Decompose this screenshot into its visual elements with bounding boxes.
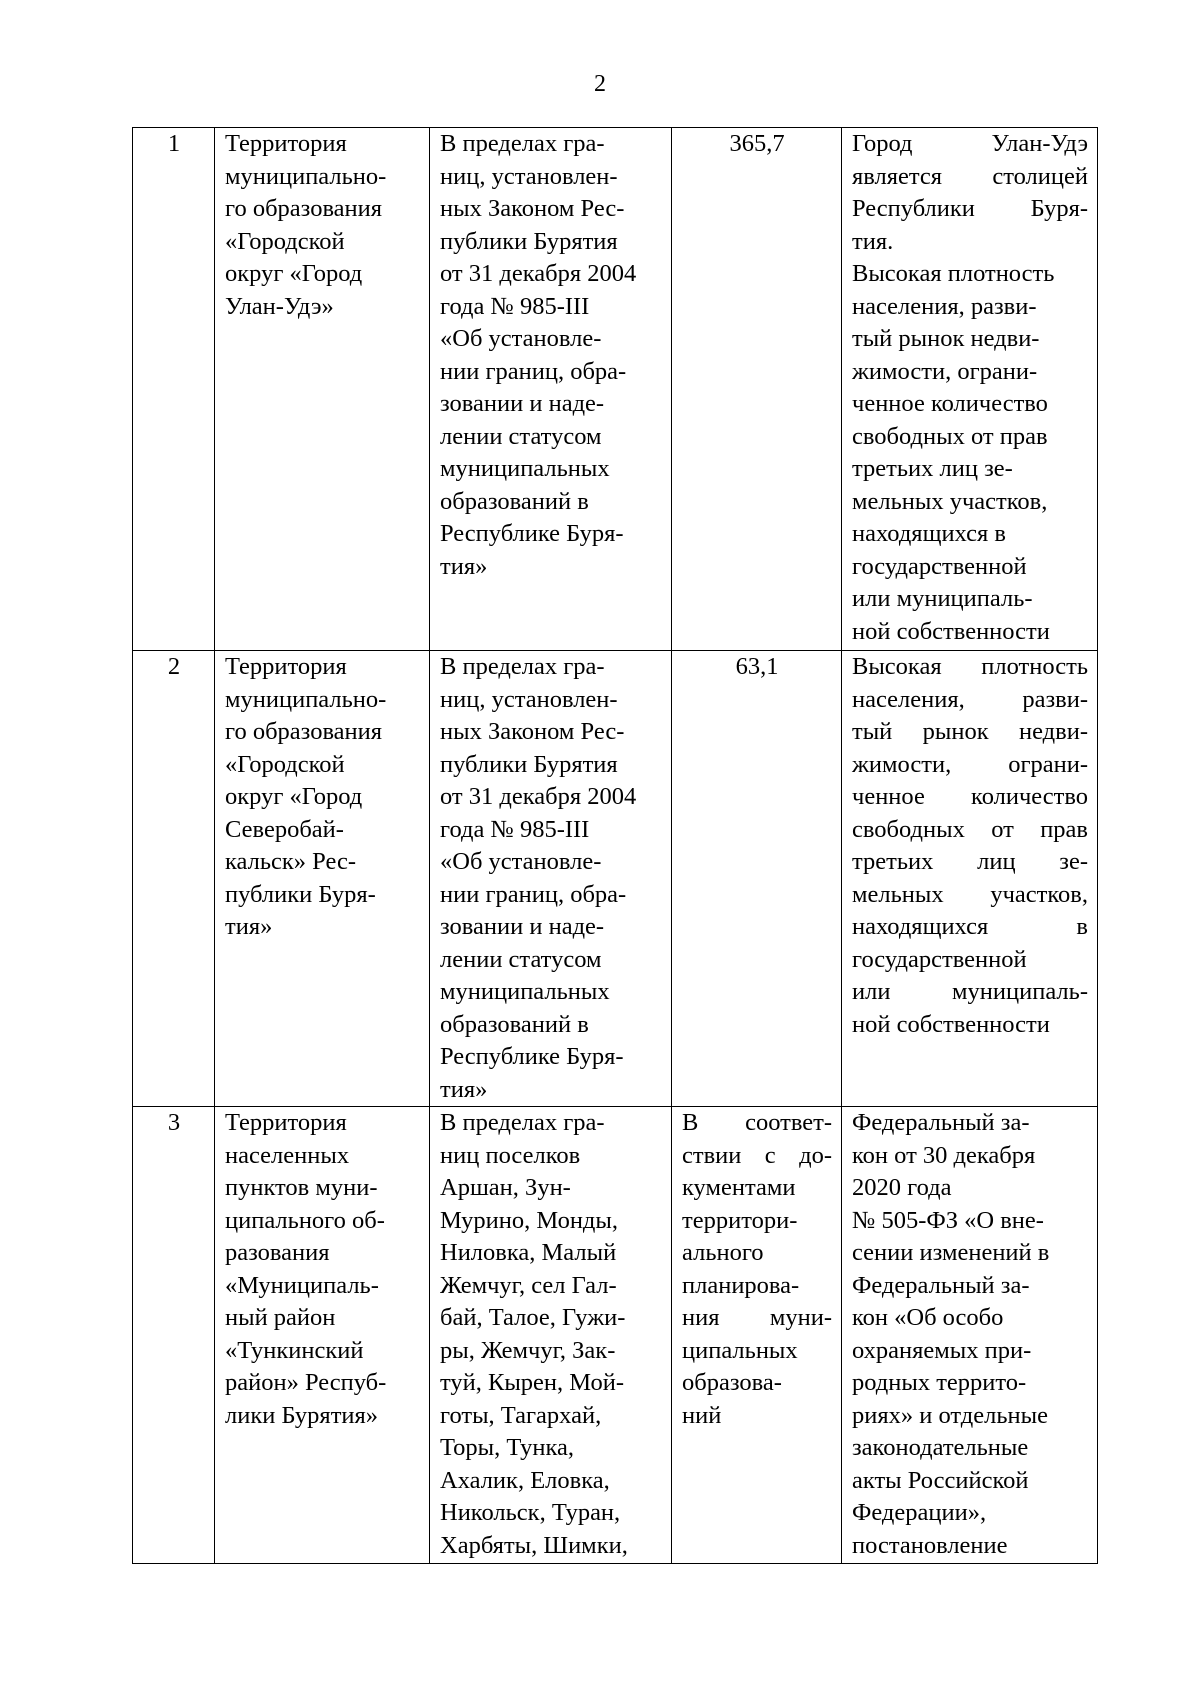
table-row [133, 651, 1098, 1107]
cell-text-line: нии границ, обра- [440, 880, 627, 908]
cell-text-line: населенных [225, 1141, 350, 1169]
cell-text-line: Ниловка, Малый [440, 1239, 617, 1266]
cell-text-line: кон «Об особо [852, 1304, 1004, 1331]
cell-text-line: Улан-Удэ» [225, 292, 334, 320]
cell-text-line: Ахалик, Еловка, [440, 1466, 610, 1494]
cell-text-line: риях» и отдельные [852, 1401, 1048, 1429]
cell-text-line: В пределах гра- [440, 1109, 605, 1136]
cell-text-line: лении статусом [440, 422, 602, 450]
cell-text-line: 2020 года [852, 1174, 952, 1201]
cell-text-line: Территория [225, 130, 347, 157]
cell-text-line: Республики Буря- [852, 195, 1088, 222]
cell-text-line: ниц, установлен- [440, 162, 618, 190]
cell-text-line: «Об установле- [440, 848, 602, 875]
cell-text-line: года № 985-III [440, 815, 590, 843]
cell-text-line: населения, разви- [852, 292, 1037, 320]
cell-text-line: нии границ, обра- [440, 357, 627, 385]
cell-text-line: кументами [682, 1174, 796, 1201]
justification-cell [842, 1107, 1098, 1564]
cell-text-line: 63,1 [735, 653, 779, 680]
cell-text-line: государственной [852, 945, 1027, 973]
cell-text-line: Территория [225, 653, 347, 680]
cell-text-line: мельных участков, [852, 487, 1048, 515]
cell-text-line: «Муниципаль- [225, 1271, 379, 1299]
cell-text-line: сении изменений в [852, 1239, 1050, 1266]
cell-text-line: жимости, ограни- [852, 750, 1088, 778]
cell-text-line: Территория [225, 1109, 347, 1136]
cell-text-line: акты Российской [852, 1466, 1029, 1494]
cell-text-line: постановление [852, 1531, 1008, 1559]
cell-text-line: ченное количество [852, 783, 1088, 810]
cell-text-line: свободных от прав [852, 422, 1048, 450]
cell-text-line: ниц, установлен- [440, 685, 618, 713]
cell-text-line: территори- [682, 1206, 798, 1234]
cell-text-line: ния муни- [682, 1304, 832, 1331]
area-cell [672, 1107, 842, 1564]
cell-text-line: планирова- [682, 1271, 800, 1299]
territory-cell [215, 651, 430, 1107]
cell-text-line: № 505-ФЗ «О вне- [852, 1206, 1044, 1234]
cell-text-line: ных Законом Рес- [440, 195, 625, 222]
cell-text-line: населения, разви- [852, 685, 1088, 713]
justification-cell [842, 128, 1098, 651]
justification-cell [842, 651, 1098, 1107]
cell-text-line: Аршан, Зун- [440, 1174, 571, 1201]
cell-text-line: готы, Тагархай, [440, 1401, 602, 1429]
cell-text-line: Высокая плотность [852, 260, 1055, 287]
cell-text-line: образова- [682, 1369, 782, 1396]
cell-text-line: ной собственности [852, 617, 1050, 645]
cell-text-line: ний [682, 1401, 722, 1429]
cell-text-line: мельных участков, [852, 880, 1088, 908]
cell-text-line: Никольск, Туран, [440, 1499, 621, 1526]
area-cell [672, 651, 842, 1107]
cell-text-line: Северобай- [225, 815, 344, 843]
cell-text-line: муниципальных [440, 455, 610, 482]
cell-text-line: бай, Талое, Гужи- [440, 1304, 626, 1331]
cell-text-line: лики Бурятия» [225, 1401, 379, 1429]
cell-text-line: Федеральный за- [852, 1109, 1030, 1136]
row-number: 2 [167, 653, 181, 680]
cell-text-line: Жемчуг, сел Гал- [440, 1271, 617, 1299]
cell-text-line: родных террито- [852, 1369, 1027, 1396]
cell-text-line: Высокая плотность [852, 653, 1088, 680]
cell-text-line: ры, Жемчуг, Зак- [440, 1336, 616, 1364]
cell-text-line: Город Улан-Удэ [852, 130, 1088, 157]
cell-text-line: Харбяты, Шимки, [440, 1531, 628, 1559]
row-number-cell [133, 651, 215, 1107]
cell-text-line: Республике Буря- [440, 520, 624, 547]
cell-text-line: ченное количество [852, 390, 1048, 417]
cell-text-line: туй, Кырен, Мой- [440, 1369, 624, 1396]
cell-text-line: округ «Город [225, 260, 363, 287]
cell-text-line: или муниципаль- [852, 978, 1088, 1005]
row-number: 3 [167, 1109, 181, 1136]
cell-text-line: или муниципаль- [852, 585, 1033, 612]
cell-text-line: ной собственности [852, 1010, 1050, 1038]
cell-text-line: пунктов муни- [225, 1174, 378, 1201]
cell-text-line: от 31 декабря 2004 [440, 783, 637, 810]
cell-text-line: «Об установле- [440, 325, 602, 352]
cell-text-line: ниц поселков [440, 1141, 581, 1169]
cell-text-line: Федеральный за- [852, 1271, 1030, 1299]
page-number: 2 [594, 71, 606, 97]
row-number-cell [133, 1107, 215, 1564]
cell-text-line: тия» [440, 1075, 488, 1103]
cell-text-line: разования [225, 1239, 330, 1266]
boundaries-cell [430, 651, 672, 1107]
cell-text-line: от 31 декабря 2004 [440, 260, 637, 287]
cell-text-line: ципального об- [225, 1206, 385, 1234]
cell-text-line: ных Законом Рес- [440, 718, 625, 745]
cell-text-line: жимости, ограни- [852, 357, 1038, 385]
row-number: 1 [167, 130, 181, 157]
cell-text-line: находящихся в [852, 913, 1088, 940]
table-row [133, 128, 1098, 651]
cell-text-line: Федерации», [852, 1499, 987, 1526]
cell-text-line: округ «Город [225, 783, 363, 810]
territory-cell [215, 1107, 430, 1564]
area-cell [672, 128, 842, 651]
cell-text-line: 365,7 [729, 130, 785, 157]
cell-text-line: законодательные [852, 1434, 1029, 1461]
cell-text-line: публики Бурятия [440, 227, 618, 255]
cell-text-line: тия» [225, 913, 273, 940]
row-number-cell [133, 128, 215, 651]
cell-text-line: «Городской [225, 750, 345, 778]
cell-text-line: Мурино, Монды, [440, 1206, 618, 1234]
boundaries-cell [430, 128, 672, 651]
cell-text-line: го образования [225, 718, 383, 745]
cell-text-line: года № 985-III [440, 292, 590, 320]
table-row [133, 1107, 1098, 1564]
cell-text-line: район» Респуб- [225, 1369, 387, 1396]
cell-text-line: образований в [440, 487, 589, 515]
cell-text-line: тый рынок недви- [852, 325, 1040, 352]
cell-text-line: зовании и наде- [440, 913, 605, 940]
boundaries-cell [430, 1107, 672, 1564]
cell-text-line: «Городской [225, 227, 345, 255]
cell-text-line: «Тункинский [225, 1336, 364, 1364]
cell-text-line: лении статусом [440, 945, 602, 973]
territory-cell [215, 128, 430, 651]
cell-text-line: является столицей [852, 162, 1088, 190]
cell-text-line: муниципально- [225, 685, 387, 713]
cell-text-line: находящихся в [852, 520, 1006, 547]
cell-text-line: В соответ- [682, 1109, 832, 1136]
cell-text-line: тия. [852, 227, 894, 255]
cell-text-line: кон от 30 декабря [852, 1141, 1036, 1169]
cell-text-line: ный район [225, 1304, 336, 1331]
cell-text-line: муниципальных [440, 978, 610, 1005]
cell-text-line: свободных от прав [852, 815, 1088, 843]
cell-text-line: государственной [852, 552, 1027, 580]
cell-text-line: образований в [440, 1010, 589, 1038]
cell-text-line: тия» [440, 552, 488, 580]
cell-text-line: го образования [225, 195, 383, 222]
cell-text-line: третьих лиц зе- [852, 455, 1013, 482]
cell-text-line: муниципально- [225, 162, 387, 190]
cell-text-line: ципальных [682, 1336, 798, 1364]
cell-text-line: Республике Буря- [440, 1043, 624, 1070]
cell-text-line: публики Буря- [225, 880, 376, 908]
territory-table [132, 127, 1098, 1564]
cell-text-line: зовании и наде- [440, 390, 605, 417]
cell-text-line: ствии с до- [682, 1141, 832, 1169]
cell-text-line: ального [682, 1239, 764, 1266]
cell-text-line: В пределах гра- [440, 653, 605, 680]
cell-text-line: публики Бурятия [440, 750, 618, 778]
cell-text-line: Торы, Тунка, [440, 1434, 574, 1461]
cell-text-line: тый рынок недви- [852, 718, 1088, 745]
cell-text-line: В пределах гра- [440, 130, 605, 157]
cell-text-line: кальск» Рес- [225, 848, 356, 875]
cell-text-line: третьих лиц зе- [852, 848, 1088, 875]
cell-text-line: охраняемых при- [852, 1336, 1032, 1364]
